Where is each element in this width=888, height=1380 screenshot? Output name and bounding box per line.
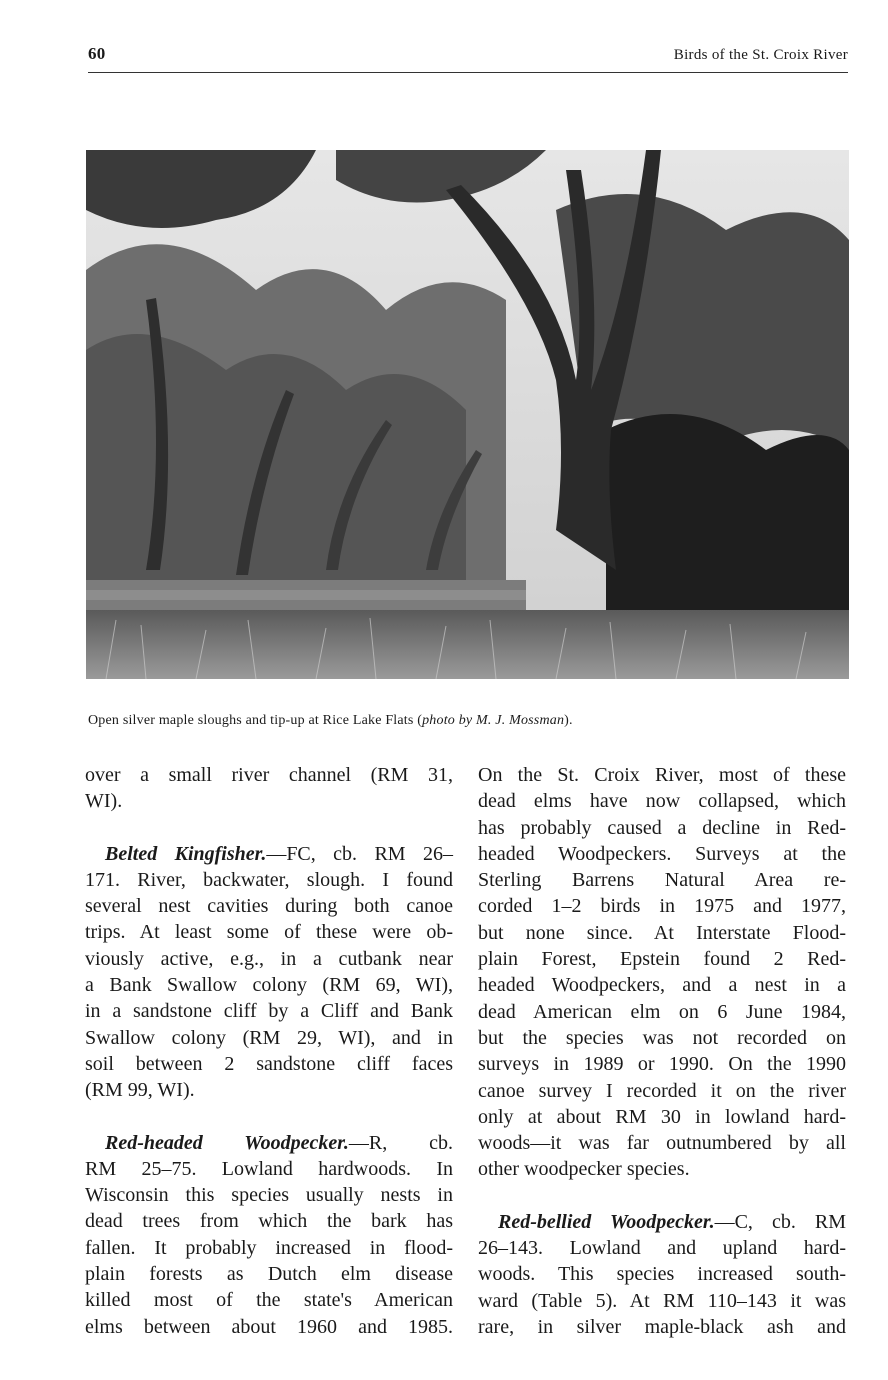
text-line: in a sandstone cliff by a Cliff and Bank [85,1000,453,1023]
text-line: plain Forest, Epstein found 2 Red- [478,948,846,971]
text-line: Sterling Barrens Natural Area re- [478,869,846,892]
text-line: Wisconsin this species usually nests in [85,1184,453,1207]
page-header [88,44,848,73]
text-line: fallen. It probably increased in flood- [85,1236,453,1259]
figure-caption [88,713,848,729]
text-line: surveys in 1989 or 1990. On the 1990 [478,1053,846,1076]
text-line: only at about RM 30 in lowland hard- [478,1105,846,1128]
text-line: killed most of the state's American [85,1289,453,1312]
text-line: soil between 2 sandstone cliff faces [85,1052,453,1075]
text-line: plain forests as Dutch elm disease [85,1263,453,1286]
species-name: Red-headed Woodpecker. [105,1131,349,1154]
text-line: a Bank Swallow colony (RM 69, WI), [85,974,453,997]
text-line: several nest cavities during both canoe [85,895,453,918]
text-line: corded 1–2 birds in 1975 and 1977, [478,895,846,918]
left-column [85,762,453,1340]
floodplain-forest-photo [86,150,849,679]
right-column [478,762,846,1340]
text-line: Swallow colony (RM 29, WI), and in [85,1026,453,1049]
text-line: dead elms have now collapsed, which [478,790,846,813]
text-line: woods. This species increased south- [478,1263,846,1286]
text-line: On the St. Croix River, most of these [478,764,846,786]
text-line: 171. River, backwater, slough. I found [85,868,453,891]
species-entry-heading: Belted Kingfisher.—FC, cb. RM 26– [105,842,453,865]
caption-text: Open silver maple sloughs and tip-up at Rice Lake Flats ( [88,713,423,728]
text-line: but the species was not recorded on [478,1026,846,1049]
text-line: headed Woodpeckers. Surveys at the [478,842,846,865]
caption-credit: photo by M. J. Mossman [422,713,565,728]
species-entry-heading: Red-bellied Woodpecker.—C, cb. RM [498,1210,846,1233]
text-line: viously active, e.g., in a cutbank near [85,947,453,970]
text-line: elms between about 1960 and 1985. [85,1315,453,1338]
text-line: but none since. At Interstate Flood- [478,921,846,944]
text-line: trips. At least some of these were ob- [85,921,453,944]
text-line: has probably caused a decline in Red- [478,816,846,839]
running-title: Birds of the St. Croix River [673,47,848,63]
species-name: Belted Kingfisher. [105,842,267,865]
text-line: other woodpecker species. [478,1158,690,1181]
text-line: rare, in silver maple-black ash and [478,1315,846,1338]
species-name: Red-bellied Woodpecker. [498,1210,715,1233]
text-line: woods—it was far outnumbered by all [478,1132,846,1155]
text-line: RM 25–75. Lowland hardwoods. In [85,1157,453,1180]
text-line: dead American elm on 6 June 1984, [478,1000,846,1023]
text-line: over a small river channel (RM 31, [85,764,453,786]
text-line: canoe survey I recorded it on the river [478,1079,846,1102]
text-line: dead trees from which the bark has [85,1210,453,1233]
page-number: 60 [88,44,106,63]
text-line: 26–143. Lowland and upland hard- [478,1237,846,1260]
caption-end: ). [564,713,573,728]
text-line: ward (Table 5). At RM 110–143 it was [478,1289,846,1312]
text-line: headed Woodpeckers, and a nest in a [478,974,846,997]
text-line: WI). [85,790,123,813]
text-line: (RM 99, WI). [85,1079,195,1102]
figure-photo [86,150,849,679]
species-entry-heading: Red-headed Woodpecker.—R, cb. [105,1131,453,1154]
